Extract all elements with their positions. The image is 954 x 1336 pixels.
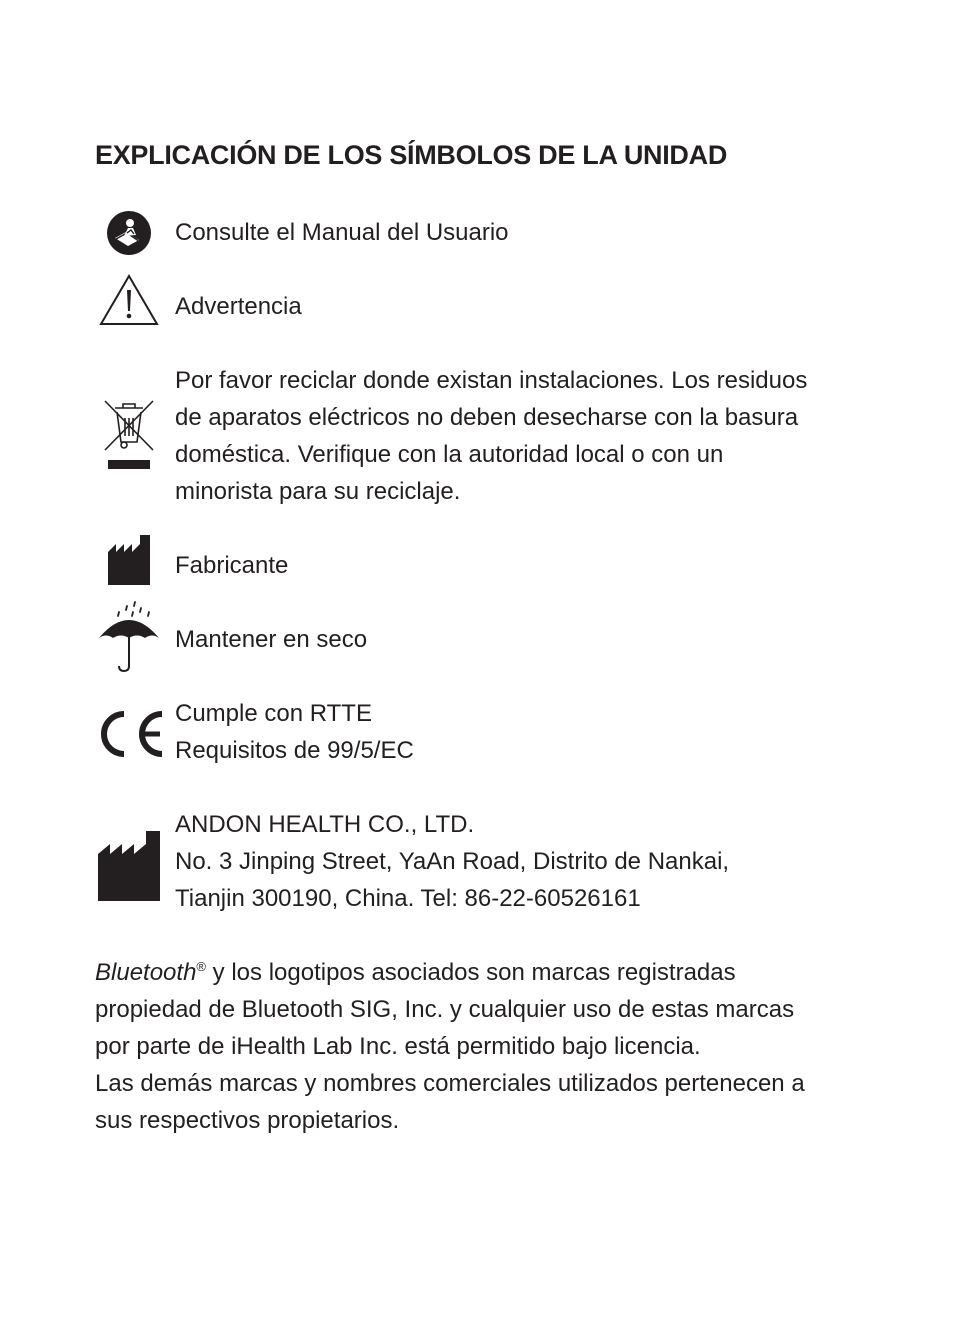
trademark-notice [95, 954, 805, 1139]
trademark-line: propiedad de Bluetooth SIG, Inc. y cualquier uso de estas marcas [95, 996, 795, 1023]
trademark-line: sus respectivos propietarios. [95, 1107, 400, 1134]
symbol-text: Cumple con RTTE Requisitos de 99/5/EC [175, 700, 414, 764]
manufacturer-icon [107, 534, 151, 586]
trademark-line: Bluetooth® y los logotipos asociados son marcas registradas [95, 959, 736, 986]
symbol-text: ANDON HEALTH CO., LTD. No. 3 Jinping Street, YaAn Road, Distrito de Nankai, Tianjin 300190, China. Tel: 86-22-60526161 [175, 811, 730, 912]
symbol-text: Por favor reciclar donde existan instalaciones. Los residuos de aparatos eléctricos no deben desecharse con la basura doméstica. Verifique con la autoridad local o con un minorista para su reciclaje. [175, 367, 808, 505]
trademark-line: por parte de iHealth Lab Inc. está permitido bajo licencia. [95, 1033, 701, 1060]
symbol-text: Consulte el Manual del Usuario [175, 219, 509, 246]
symbol-text: Advertencia [175, 293, 302, 320]
symbol-text: Mantener en seco [175, 626, 368, 653]
manufacturer-icon [97, 830, 161, 902]
registered-mark: ® [196, 959, 207, 974]
page-title: EXPLICACIÓN DE LOS SÍMBOLOS DE LA UNIDAD [95, 140, 728, 170]
manual-icon [106, 210, 152, 256]
symbol-text: Fabricante [175, 552, 289, 579]
weee-icon [103, 398, 155, 472]
trademark-line: Las demás marcas y nombres comerciales utilizados pertenecen a [95, 1070, 805, 1097]
bluetooth-brand: Bluetooth [95, 959, 197, 986]
ce-mark-icon [94, 708, 166, 760]
keep-dry-icon [97, 598, 161, 672]
warning-icon [99, 274, 159, 326]
